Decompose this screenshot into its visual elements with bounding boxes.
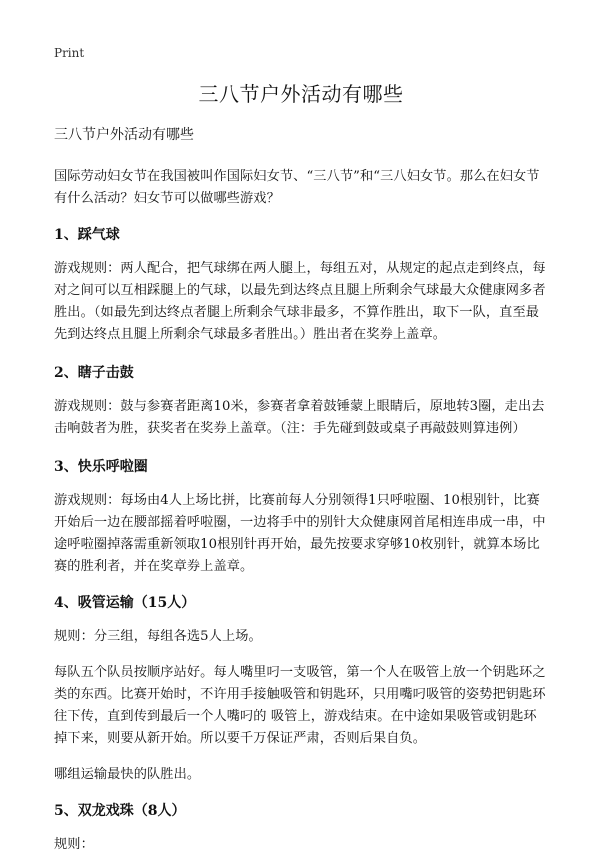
page-title: 三八节户外活动有哪些 [198, 82, 404, 106]
section-heading-1: 1、踩气球 [54, 227, 120, 243]
print-label[interactable]: Print [54, 46, 85, 60]
section-2-paragraph: 游戏规则：鼓与参赛者距离10米，参赛者拿着鼓锤蒙上眼睛后，原地转3圈，走出去击响鼓者为胜，获奖者在奖券上盖章。（注：手先碰到鼓或桌子再敲鼓则算违例） [54, 399, 545, 436]
section-4-paragraph-3: 哪组运输最快的队胜出。 [54, 767, 201, 782]
section-4-paragraph-2: 每队五个队员按顺序站好。每人嘴里叼一支吸管，第一个人在吸管上放一个钥匙环之类的东西。比赛开始时，不许用手接触吸管和钥匙环，只用嘴叼吸管的姿势把钥匙环往下传，直到传到最后一个人嘴叼的 吸管上，游戏结束。在中途如果吸管或钥匙环掉下来，则要从新开始。所以要千万保证严肃，否则后果自负。 [54, 665, 546, 746]
subtitle: 三八节户外活动有哪些 [54, 127, 194, 143]
section-1-paragraph: 游戏规则：两人配合，把气球绑在两人腿上，每组五对，从规定的起点走到终点，每对之间可以互相踩腿上的气球，以最先到达终点且腿上所剩余气球最大众健康网多者胜出。（如最先到达终点者腿上所剩余气球非最多，不算作胜出，取下一队，直至最先到达终点且腿上所剩余气球最多者胜出。）胜出者在奖券上盖章。 [54, 261, 546, 342]
section-heading-2: 2、瞎子击鼓 [54, 365, 134, 381]
section-3-paragraph: 游戏规则：每场由4人上场比拼，比赛前每人分别领得1只呼啦圈、10根别针，比赛开始后一边在腰部摇着呼啦圈，一边将手中的别针大众健康网首尾相连串成一串，中途呼啦圈掉落需重新领取10根别针再开始，最先按要求穿够10枚别针，就算本场比赛的胜利者，并在奖章券上盖章。 [54, 493, 546, 574]
section-heading-3: 3、快乐呼啦圈 [54, 459, 148, 475]
section-5-paragraph: 规则： [54, 837, 94, 852]
intro-paragraph: 国际劳动妇女节在我国被叫作国际妇女节、“三八节”和“三八妇女节。那么在妇女节有什么活动？妇女节可以做哪些游戏？ [54, 169, 540, 206]
section-heading-5: 5、双龙戏珠（8人） [54, 803, 186, 819]
section-heading-4: 4、吸管运输（15人） [54, 595, 196, 611]
section-4-paragraph-1: 规则：分三组，每组各选5人上场。 [54, 629, 262, 644]
